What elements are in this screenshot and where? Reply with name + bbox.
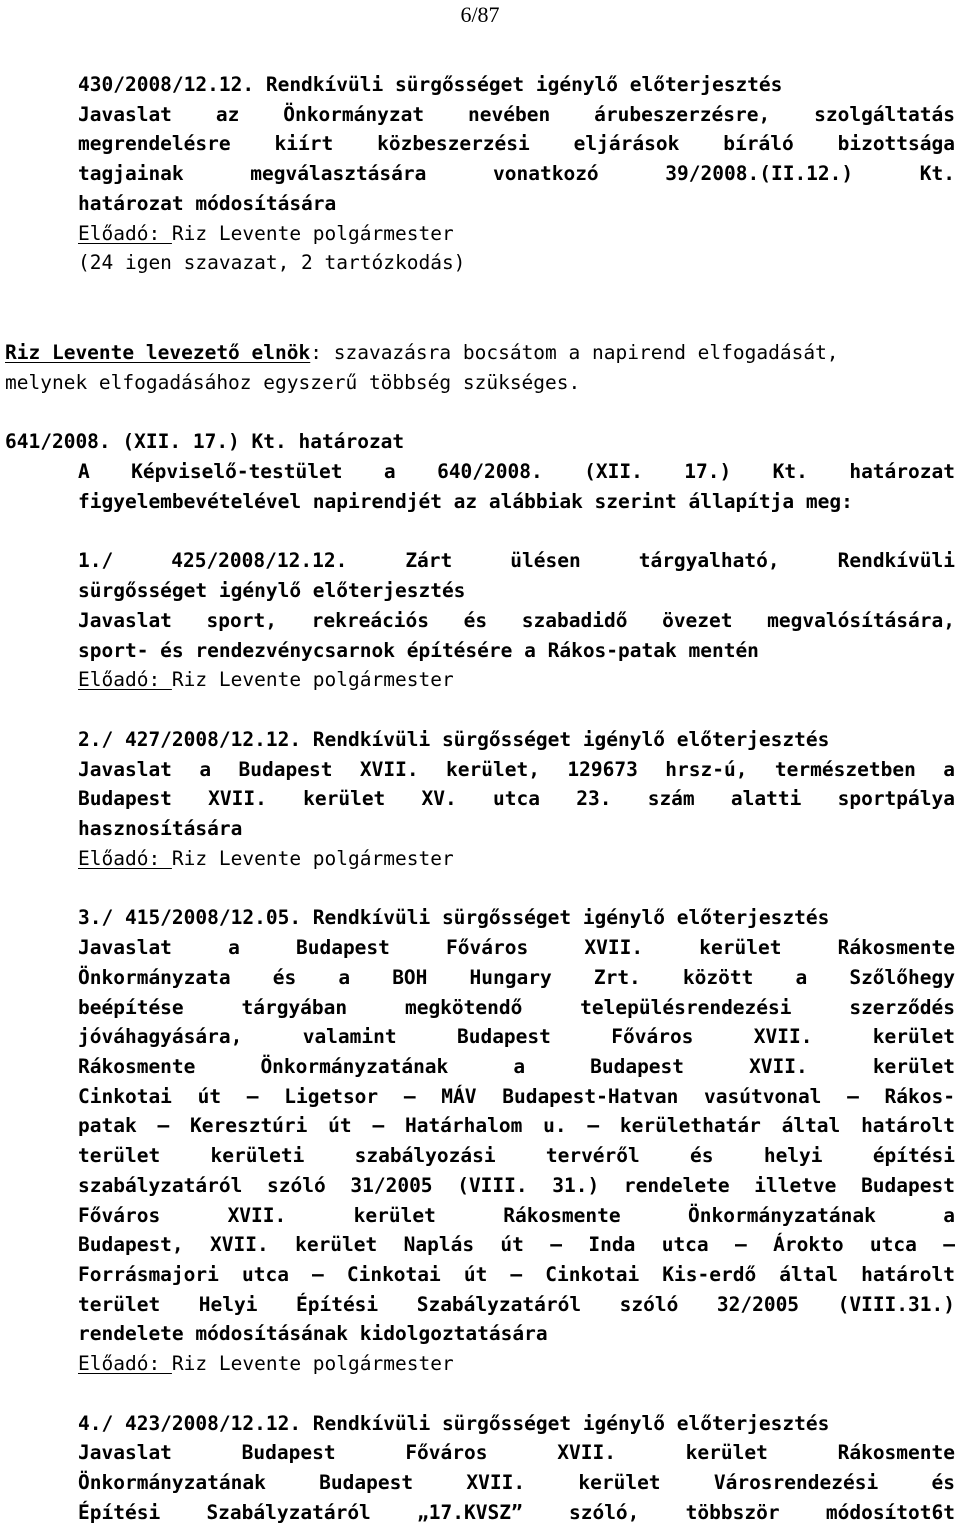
item-title-line: Javaslat sport, rekreációs és szabadidő övezet megvalósítására, bbox=[78, 608, 955, 632]
presenter-label: Előadó: bbox=[78, 668, 172, 692]
item-title-line: szabályzatáról szóló 31/2005 (VIII. 31.) rendelete illetve Budapest bbox=[78, 1173, 955, 1197]
presenter-label: Előadó: bbox=[78, 221, 172, 245]
item-title-line: Javaslat az Önkormányzat nevében árubeszerzésre, szolgáltatás bbox=[78, 102, 955, 126]
item-title-line: 3./ 415/2008/12.05. Rendkívüli sürgősséget igénylő előterjesztés bbox=[78, 906, 830, 930]
item-title-line: rendelete módosításának kidolgoztatására bbox=[78, 1322, 548, 1346]
item-title-line: jóváhagyására, valamint Budapest Főváros XVII. kerület bbox=[78, 1025, 955, 1049]
item-title-line: Önkormányzata és a BOH Hungary Zrt. között a Szőlőhegy bbox=[78, 965, 955, 989]
item-title-line: sport- és rendezvénycsarnok építésére a Rákos-patak mentén bbox=[78, 638, 759, 662]
presenter-line bbox=[78, 844, 955, 874]
agenda-item-1 bbox=[78, 546, 955, 695]
presenter-name: Riz Levente polgármester bbox=[171, 668, 454, 692]
item-title-line: Forrásmajori utca – Cinkotai út – Cinkotai Kis-erdő által határolt bbox=[78, 1262, 955, 1286]
document-body bbox=[5, 70, 955, 1528]
item-title-line: Javaslat a Budapest XVII. kerület, 129673 hrsz-ú, természetben a bbox=[78, 757, 955, 781]
item-title-line: Önkormányzatának Budapest XVII. kerület Városrendezési és bbox=[78, 1471, 955, 1495]
item-title-line: terület Helyi Építési Szabályzatáról szóló 32/2005 (VIII.31.) bbox=[78, 1292, 955, 1316]
resolution bbox=[5, 427, 955, 457]
item-title-line: 1./ 425/2008/12.12. Zárt ülésen tárgyalható, Rendkívüli bbox=[78, 549, 955, 573]
item-title-line: megrendelésre kiírt közbeszerzési eljárások bíráló bizottsága bbox=[78, 132, 955, 156]
resolution-text: figyelembevételével napirendjét az alábbiak szerint állapítja meg: bbox=[78, 489, 853, 513]
presenter-label: Előadó: bbox=[78, 1352, 172, 1376]
presenter-name: Riz Levente polgármester bbox=[171, 1352, 454, 1376]
statement-text: melynek elfogadásához egyszerű többség szükséges. bbox=[5, 370, 581, 394]
item-title-line: Rákosmente Önkormányzatának a Budapest XVII. kerület bbox=[78, 1054, 955, 1078]
item-title-line: Javaslat Budapest Főváros XVII. kerület Rákosmente bbox=[78, 1441, 955, 1465]
agenda-item-4 bbox=[78, 1409, 955, 1528]
presenter-line bbox=[78, 665, 955, 695]
agenda-item-430 bbox=[78, 70, 955, 278]
item-title-line: 4./ 423/2008/12.12. Rendkívüli sürgősséget igénylő előterjesztés bbox=[78, 1411, 830, 1435]
chair-statement bbox=[5, 338, 955, 397]
item-title-line: sürgősséget igénylő előterjesztés bbox=[78, 579, 466, 603]
resolution-text: A Képviselő-testület a 640/2008. (XII. 17.) Kt. határozat bbox=[78, 460, 955, 484]
presenter-name: Riz Levente polgármester bbox=[171, 846, 454, 870]
presenter-line bbox=[78, 219, 955, 249]
resolution-title: 641/2008. (XII. 17.) Kt. határozat bbox=[5, 430, 405, 454]
resolution-body bbox=[78, 457, 955, 516]
presenter-label: Előadó: bbox=[78, 846, 172, 870]
presenter-name: Riz Levente polgármester bbox=[171, 221, 454, 245]
item-title-line: Építési Szabályzatáról „17.KVSZ” szóló, többször módosítot6t bbox=[78, 1500, 955, 1524]
item-title-line: Javaslat a Budapest Főváros XVII. kerület Rákosmente bbox=[78, 936, 955, 960]
statement-text: : szavazásra bocsátom a napirend elfogadását, bbox=[310, 340, 839, 364]
presenter-line bbox=[78, 1349, 955, 1379]
item-title-line: 2./ 427/2008/12.12. Rendkívüli sürgősséget igénylő előterjesztés bbox=[78, 727, 830, 751]
item-title-line: patak – Keresztúri út – Határhalom u. – kerülethatár által határolt bbox=[78, 1114, 955, 1138]
item-title-line: Cinkotai út – Ligetsor – MÁV Budapest-Hatvan vasútvonal – Rákos- bbox=[78, 1084, 955, 1108]
agenda-item-3 bbox=[78, 903, 955, 1378]
item-title-line: Budapest XVII. kerület XV. utca 23. szám alatti sportpálya bbox=[78, 787, 955, 811]
item-title-line: terület kerületi szabályozási tervéről és helyi építési bbox=[78, 1144, 955, 1168]
item-title-line: Budapest, XVII. kerület Naplás út – Inda utca – Árokto utca – bbox=[78, 1233, 955, 1257]
page-number: 6/87 bbox=[460, 2, 500, 27]
item-title-line: hasznosítására bbox=[78, 817, 243, 841]
item-title-line: 430/2008/12.12. Rendkívüli sürgősséget igénylő előterjesztés bbox=[78, 73, 783, 96]
item-title-line: Főváros XVII. kerület Rákosmente Önkormányzatának a bbox=[78, 1203, 955, 1227]
speaker-name: Riz Levente levezető elnök bbox=[5, 340, 311, 364]
agenda-item-2 bbox=[78, 725, 955, 874]
item-title-line: tagjainak megválasztására vonatkozó 39/2008.(II.12.) Kt. bbox=[78, 162, 955, 186]
item-title-line: beépítése tárgyában megkötendő településrendezési szerződés bbox=[78, 995, 955, 1019]
vote-result: (24 igen szavazat, 2 tartózkodás) bbox=[78, 251, 466, 275]
item-title-line: határozat módosítására bbox=[78, 191, 337, 215]
